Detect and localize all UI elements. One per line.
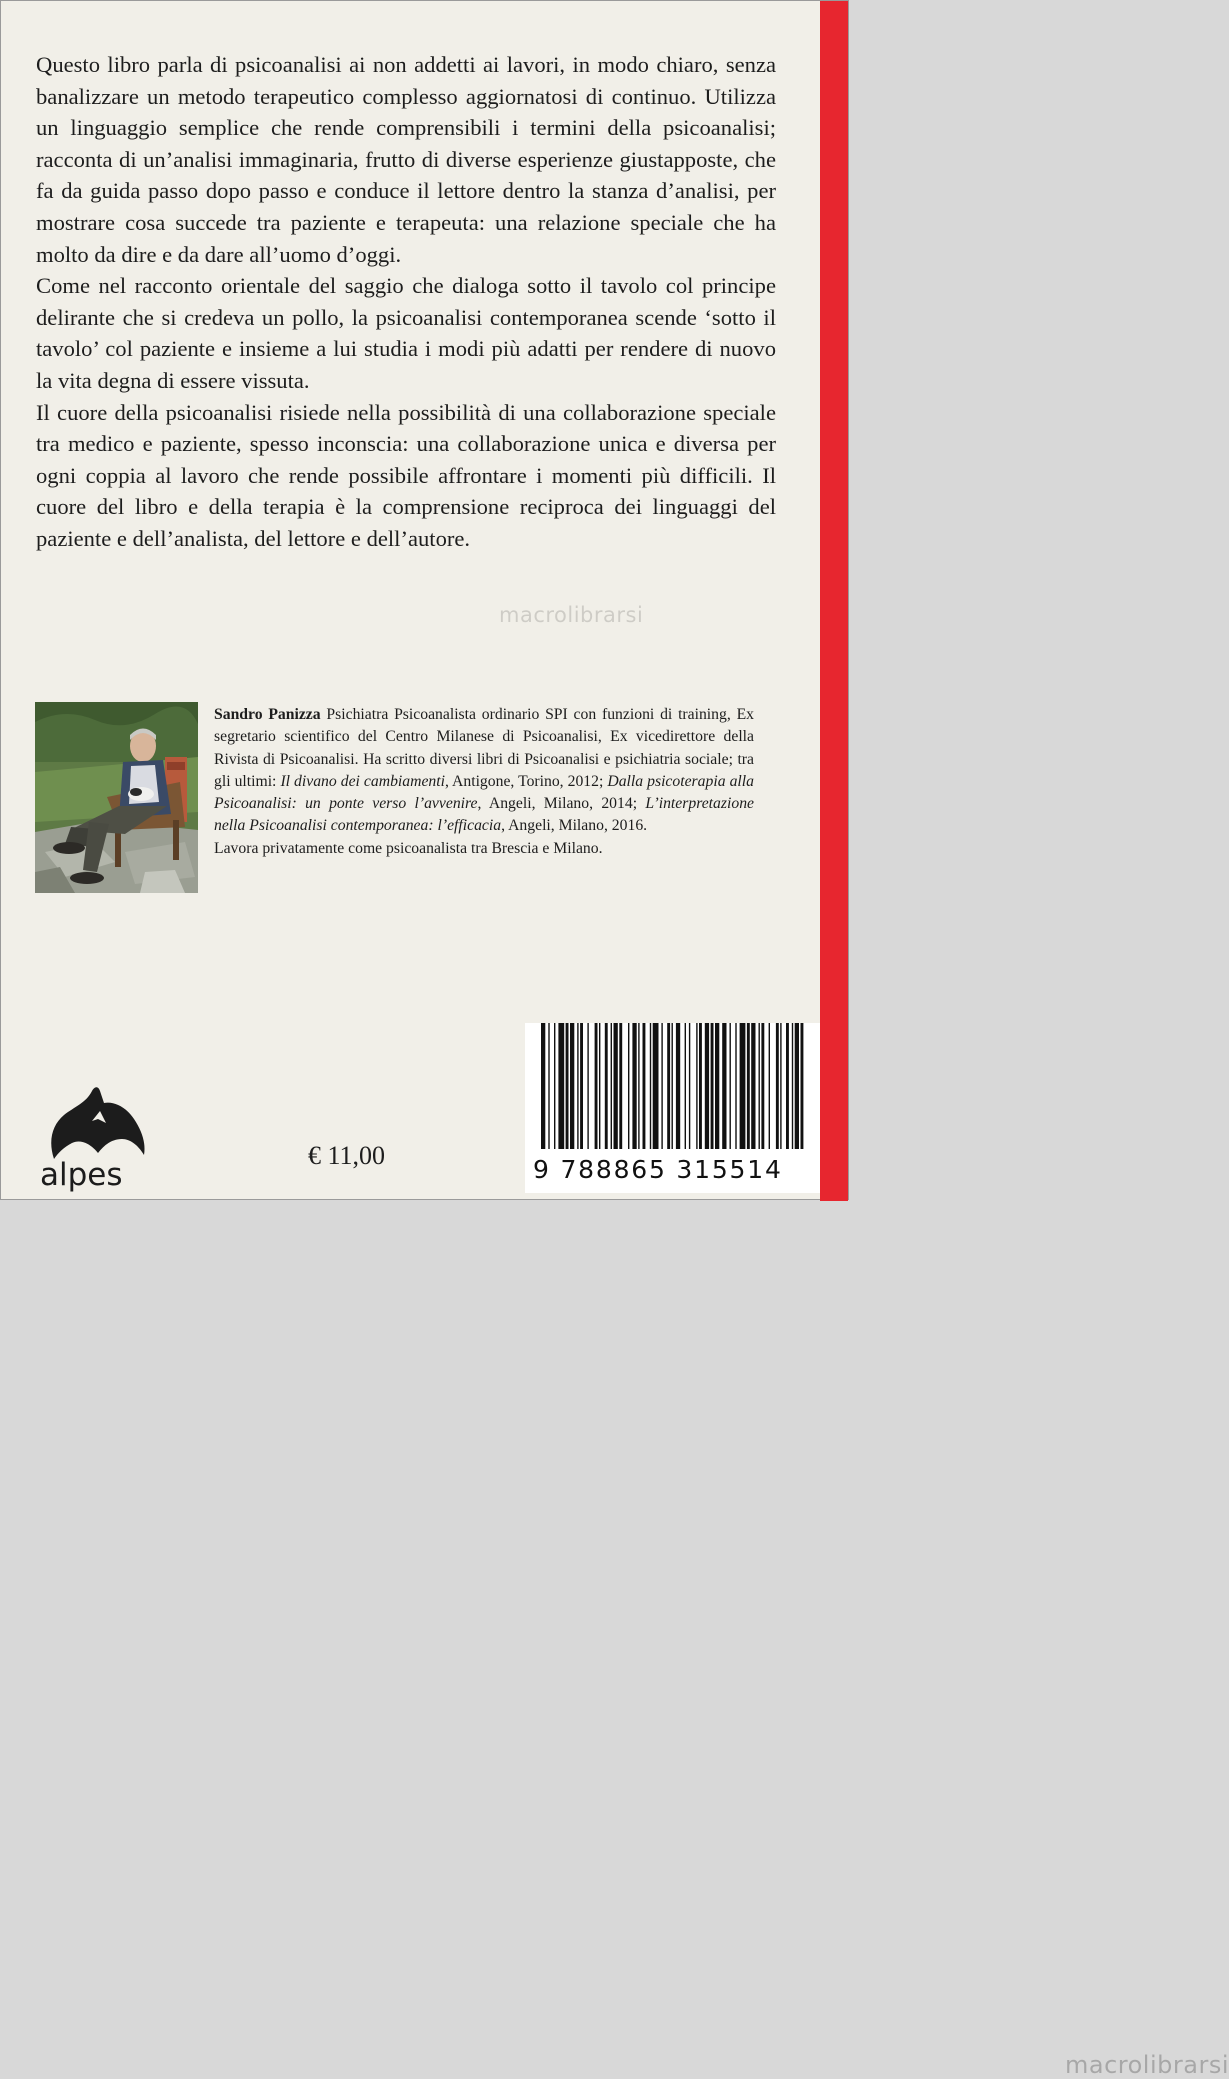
- bio-text-4: , Angeli, Milano, 2016.: [501, 817, 648, 835]
- publisher-name-text: [40, 1157, 123, 1193]
- barcode-bar: [715, 1023, 719, 1149]
- author-photo: [35, 702, 198, 893]
- barcode-bar: [661, 1023, 662, 1149]
- barcode-watermark: macrolibrarsi: [1065, 2051, 1229, 2079]
- blurb-text: [36, 49, 776, 555]
- barcode-bar: [801, 1023, 804, 1149]
- barcode-bar: [611, 1023, 612, 1149]
- blurb-paragraph-2: Come nel racconto orientale del saggio che dialoga sotto il tavolo col principe delirante che si credeva un pollo, la psicoanalisi contemporanea scende ‘sotto il tavolo’ col paziente e insieme a lui studia i modi più adatti per rendere di nuovo la vita degna di essere vissuta.: [36, 273, 776, 393]
- barcode-bar: [632, 1023, 636, 1149]
- barcode-bar: [667, 1023, 670, 1149]
- barcode: [525, 1023, 1229, 2079]
- barcode-bar: [795, 1023, 799, 1149]
- barcode-bar: [759, 1023, 760, 1149]
- barcode-bar: [541, 1023, 545, 1149]
- barcode-bar: [614, 1023, 618, 1149]
- barcode-bar: [786, 1023, 789, 1149]
- barcode-bar: [747, 1023, 750, 1149]
- watermark-text: macrolibrarsi: [499, 603, 644, 627]
- barcode-bar: [628, 1023, 629, 1149]
- barcode-bar: [722, 1023, 726, 1149]
- barcode-bar: [653, 1023, 659, 1149]
- author-biography-paragraph: [214, 704, 754, 838]
- author-name: Sandro Panizza: [214, 706, 321, 723]
- barcode-bar: [676, 1023, 680, 1149]
- barcode-bar: [580, 1023, 583, 1149]
- barcode-bar: [730, 1023, 731, 1149]
- barcode-bar: [558, 1023, 564, 1149]
- barcode-bar: [566, 1023, 569, 1149]
- barcode-bar: [735, 1023, 736, 1149]
- barcode-bar: [699, 1023, 702, 1149]
- barcode-bar: [595, 1023, 598, 1149]
- barcode-bar: [761, 1023, 764, 1149]
- barcode-bar: [577, 1023, 578, 1149]
- blurb-paragraph-1: Questo libro parla di psicoanalisi ai non addetti ai lavori, in modo chiaro, senza banalizzare un metodo terapeutico complesso aggiornatosi di continuo. Utilizza un linguaggio semplice che rende comprensibili i termini della psicoanalisi; racconta di un’analisi immaginaria, frutto di diverse esperienze giustapposte, che fa da guida passo dopo passo e conduce il lettore dentro la stanza d’analisi, per mostrare cosa succede tra paziente e terapeuta: una relazione speciale che ha molto da dire e da dare all’uomo d’oggi.: [36, 52, 776, 267]
- barcode-bar: [672, 1023, 673, 1149]
- barcode-bar: [705, 1023, 709, 1149]
- barcode-bar: [638, 1023, 639, 1149]
- barcode-bar: [740, 1023, 746, 1149]
- barcode-bar: [792, 1023, 793, 1149]
- barcode-bar: [570, 1023, 574, 1149]
- bio-text-2: , Antigone, Torino, 2012;: [444, 772, 608, 790]
- book-title-1: Il divano dei cambiamenti: [280, 772, 445, 790]
- bio-text-3: , Angeli, Milano, 2014;: [477, 795, 646, 813]
- author-photo-image: [35, 702, 198, 893]
- barcode-bar: [751, 1023, 755, 1149]
- barcode-bar: [776, 1023, 779, 1149]
- barcode-bar: [769, 1023, 770, 1149]
- barcode-bar: [685, 1023, 686, 1149]
- barcode-bar: [587, 1023, 588, 1149]
- red-spine-strip: [820, 1, 848, 1201]
- isbn-number: 9 788865 315514: [533, 1155, 783, 1184]
- book-title-2: Dalla psicoterapia alla Psicoanalisi: un ponte verso l’avvenire: [214, 772, 754, 813]
- barcode-bar: [605, 1023, 608, 1149]
- bio-text-1: Psichiatra Psicoanalista ordinario SPI con funzioni di training, Ex segretario scientifico del Centro Milanese di Psicoanalisi, Ex vicedirettore della Rivista di Psicoanalisi. Ha scritto diversi libri di Psicoanalisi e psichiatria sociale; tra gli ultimi:: [214, 706, 755, 790]
- book-title-3: L’interpretazione nella Psicoanalisi contemporanea: l’efficacia: [214, 795, 754, 835]
- barcode-bar: [711, 1023, 714, 1149]
- barcode-bar: [643, 1023, 646, 1149]
- price-label: € 11,00: [308, 1141, 386, 1170]
- barcode-bar: [689, 1023, 690, 1149]
- barcode-bars: [541, 1023, 811, 1151]
- barcode-bar: [554, 1023, 555, 1149]
- author-biography: [214, 704, 754, 860]
- barcode-bar: [619, 1023, 622, 1149]
- barcode-bar: [599, 1023, 600, 1149]
- alpes-mountain-logo-icon: [34, 1081, 158, 1193]
- barcode-bar: [548, 1023, 549, 1149]
- barcode-bar: [696, 1023, 697, 1149]
- blurb-paragraph-3: Il cuore della psicoanalisi risiede nella possibilità di una collaborazione speciale tra medico e paziente, spesso inconscia: una collaborazione unica e diversa per ogni coppia al lavoro che rende possibile affrontare i momenti più difficili. Il cuore del libro e della terapia è la comprensione reciproca dei linguaggi del paziente e dell’analista, del lettore e dell’autore.: [36, 399, 776, 551]
- bio-last-line: Lavora privatamente come psicoanalista tra Brescia e Milano.: [214, 839, 603, 857]
- publisher-logo: [34, 1081, 158, 1193]
- barcode-bar: [780, 1023, 781, 1149]
- barcode-bar: [650, 1023, 651, 1149]
- publisher-name: alpes: [40, 1157, 123, 1193]
